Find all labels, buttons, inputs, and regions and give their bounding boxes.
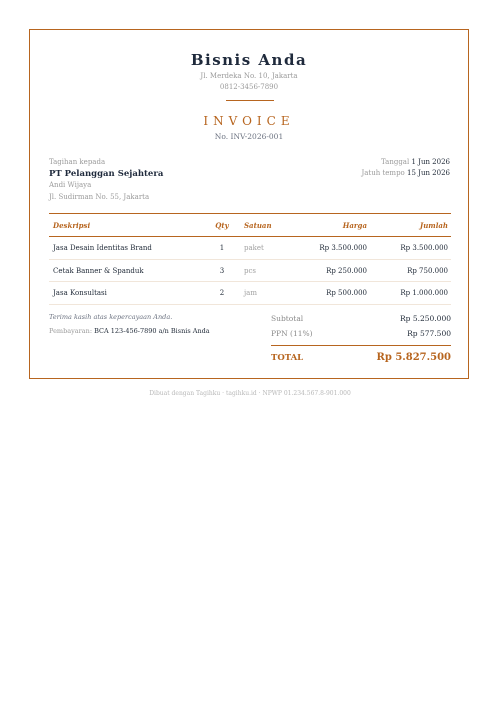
row-price: Rp 500.000 [326,289,367,297]
header-qty: Qty [215,221,229,230]
subtotal-row [271,313,451,328]
thank-you-note: Terima kasih atas kepercayaan Anda. [49,313,173,321]
footer-text: Dibuat dengan Tagihku · tagihku.id · NPWP 01.234.567.8-901.000 [149,390,351,397]
row-qty: 3 [219,266,225,275]
row-qty: 2 [219,289,225,297]
row-total: Rp 750.000 [407,266,448,275]
grand-total-value: Rp 5.827.500 [376,352,451,363]
row-total: Rp 1.000.000 [400,289,448,297]
date-label: Tanggal [381,158,410,166]
header-price: Harga [342,221,367,230]
items-table [49,213,451,305]
due-label: Jatuh tempo [361,169,405,177]
due-value: 15 Jun 2026 [407,169,450,177]
row-qty: 1 [219,244,225,252]
subtotal-value: Rp 5.250.000 [399,314,451,323]
invoice-number: No. INV-2026-001 [214,132,284,141]
bill-to-label: Tagihan kepada [49,158,106,166]
table-row [49,260,451,283]
row-price: Rp 250.000 [326,266,367,275]
row-price: Rp 3.500.000 [319,244,367,252]
payment-value: BCA 123-456-7890 a/n Bisnis Anda [94,327,210,335]
tax-label: PPN (11%) [271,329,313,338]
invoice-date [381,158,450,166]
table-row [49,282,451,305]
grand-total-row [271,345,451,366]
bill-to-address: Jl. Sudirman No. 55, Jakarta [49,193,150,201]
tax-value: Rp 577.500 [407,329,451,338]
row-unit: jam [244,289,257,297]
header-total: Jumlah [419,221,448,230]
payment-label: Pembayaran: [49,327,93,335]
row-description: Cetak Banner & Spanduk [53,266,144,275]
row-total: Rp 3.500.000 [400,244,448,252]
invoice-title: INVOICE [203,114,295,128]
business-phone: 0812-3456-7890 [219,83,279,91]
row-description: Jasa Desain Identitas Brand [53,244,152,252]
business-name: Bisnis Anda [190,51,308,69]
header-unit: Satuan [244,221,272,230]
bill-to-contact: Andi Wijaya [49,181,92,189]
invoice-card [29,29,469,379]
totals-block [271,313,451,366]
payment-info [49,327,210,335]
subtotal-label: Subtotal [271,314,304,323]
table-header [49,213,451,237]
due-date [361,169,450,177]
header-description: Deskripsi [53,221,91,230]
tax-row [271,328,451,343]
accent-divider [226,100,274,101]
business-address: Jl. Merdeka No. 10, Jakarta [200,72,298,80]
row-unit: pcs [244,266,256,275]
bill-to-company: PT Pelanggan Sejahtera [49,169,164,179]
row-description: Jasa Konsultasi [53,289,107,297]
date-value: 1 Jun 2026 [411,158,450,166]
table-row [49,237,451,260]
grand-total-label: TOTAL [271,353,304,363]
row-unit: paket [244,244,264,252]
